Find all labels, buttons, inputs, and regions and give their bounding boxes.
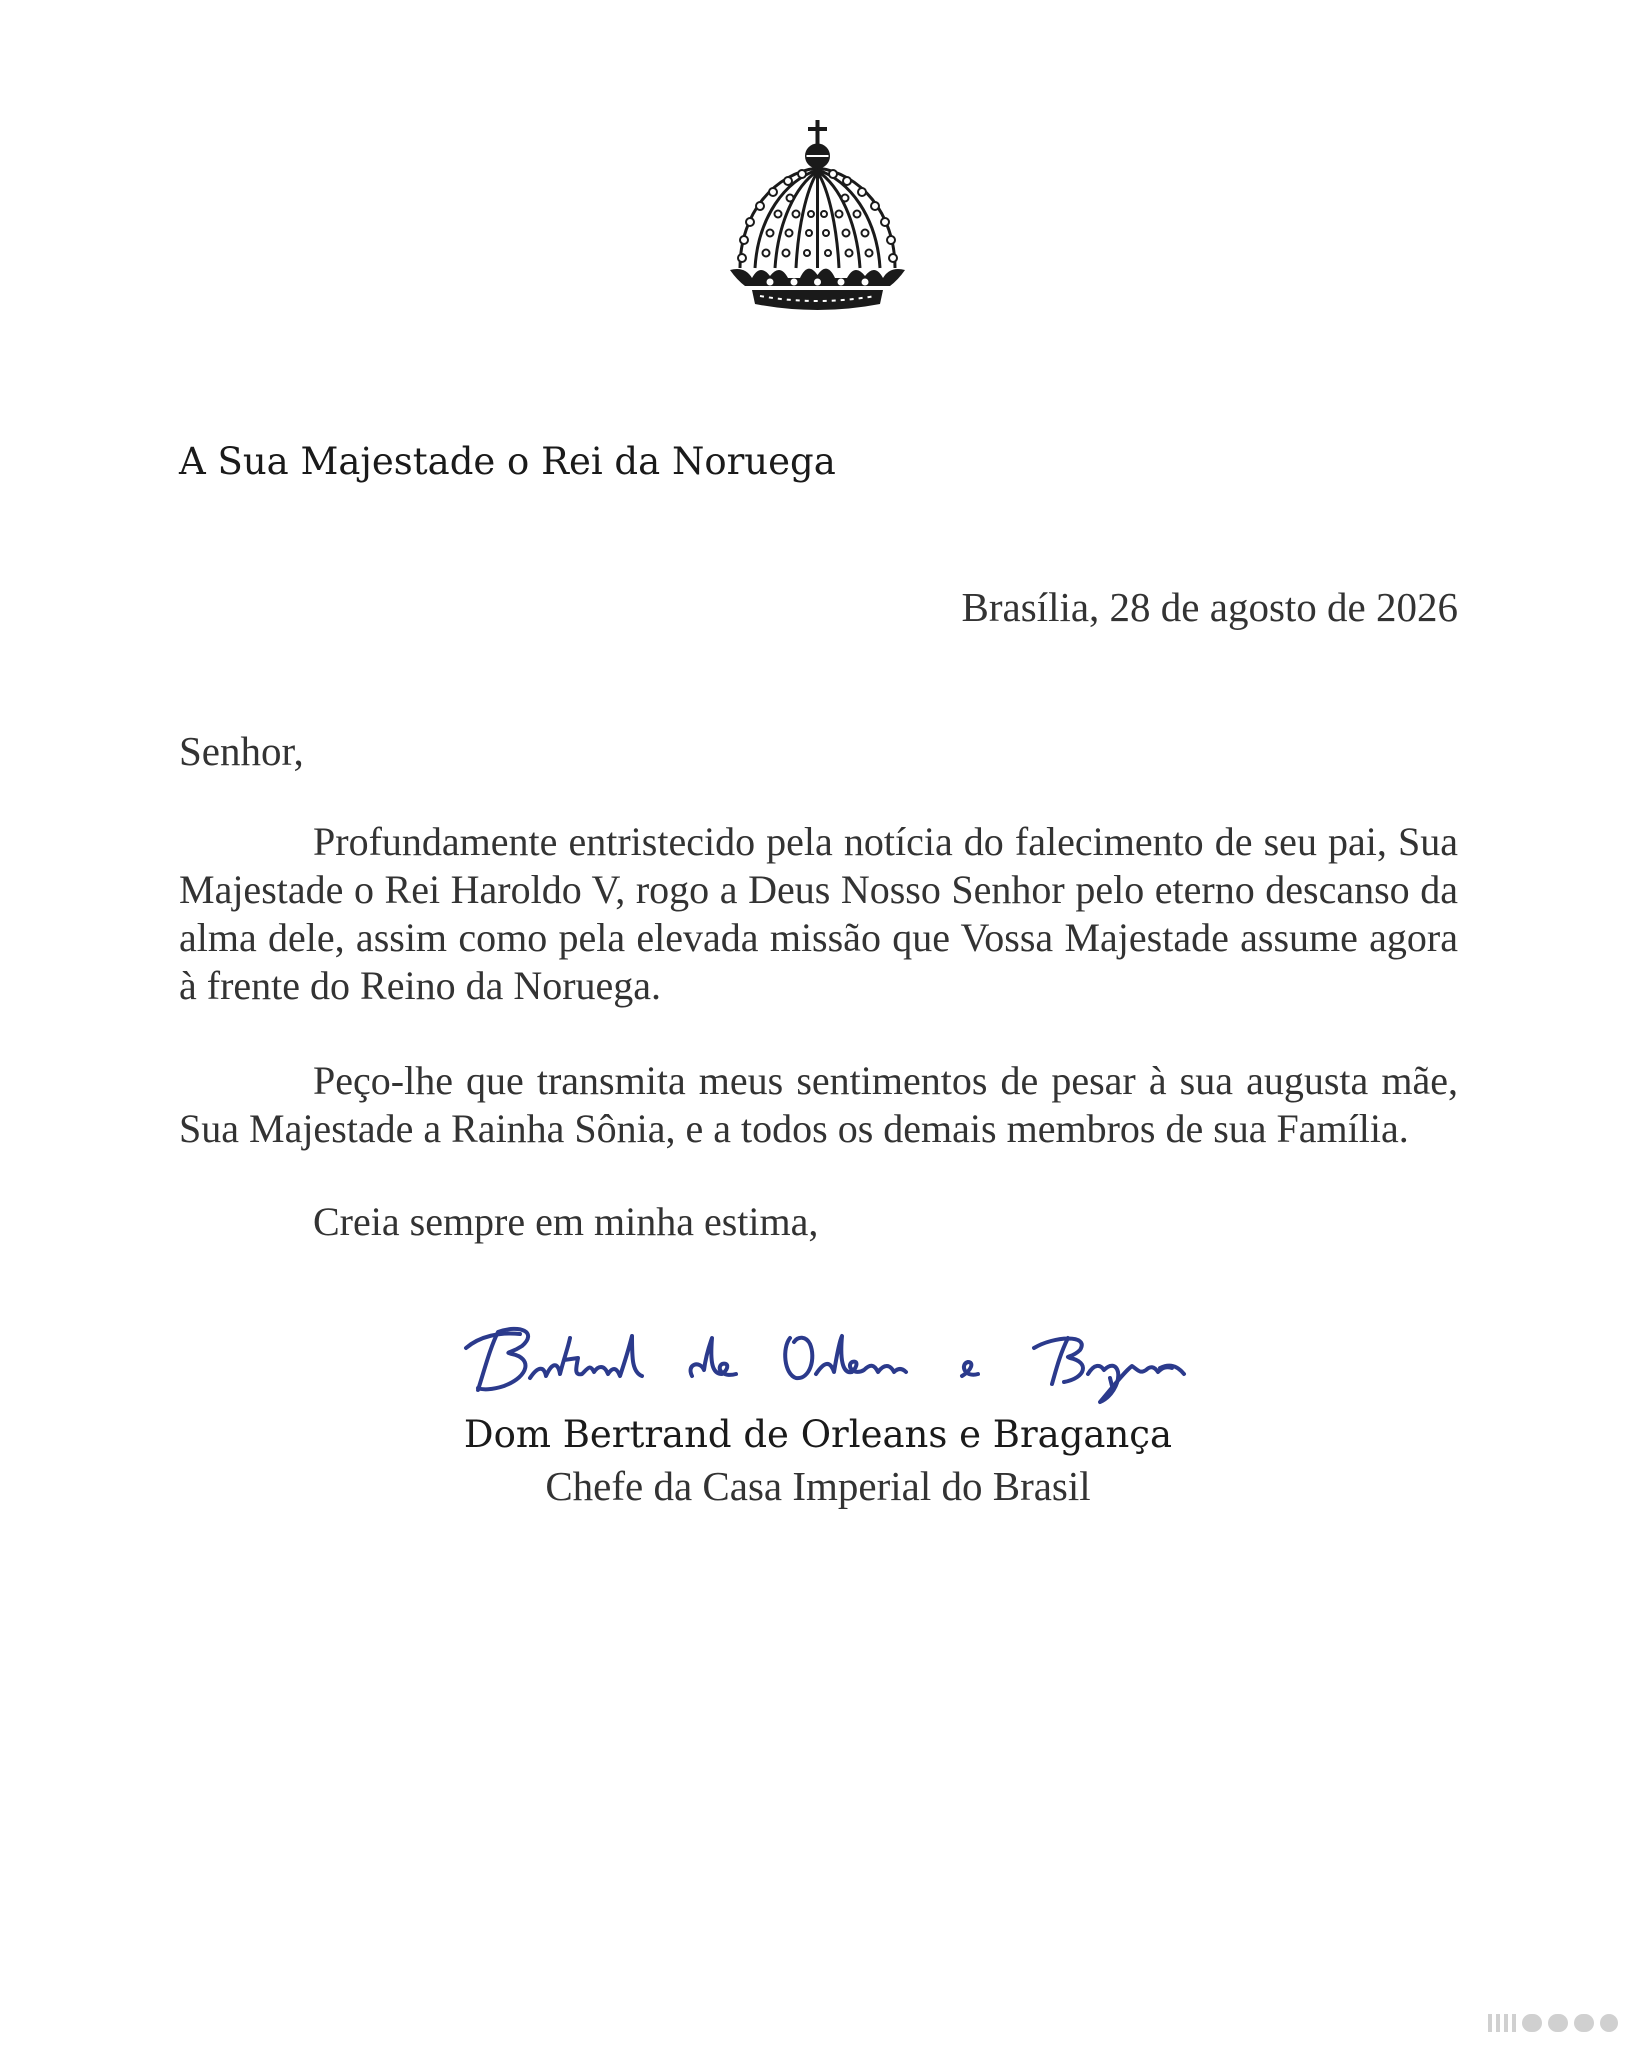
signer-name: Dom Bertrand de Orleans e Bragança [463,1413,1173,1456]
imperial-crown-icon [730,118,905,323]
watermark-mark [1488,2010,1618,2036]
signer-title: Chefe da Casa Imperial do Brasil [545,1463,1091,1509]
closing-line: Creia sempre em minha estima, [313,1199,819,1244]
salutation: Senhor, [179,728,304,774]
body-paragraph-2: Peço-lhe que transmita meus sentimentos de pesar à sua augusta mãe, Sua Majestade a Rainha Sônia, e a todos os demais membros de sua Família. [179,1058,1458,1151]
date-line: Brasília, 28 de agosto de 2026 [961,584,1458,630]
recipient-line: A Sua Majestade o Rei da Noruega [179,440,836,483]
body-paragraph-1: Profundamente entristecido pela notícia do falecimento de seu pai, Sua Majestade o Rei Haroldo V, rogo a Deus Nosso Senhor pelo eterno descanso da alma dele, assim como pela elevada missão que Vossa Majestade assume agora à frente do Reino da Noruega. [179,819,1458,1008]
handwritten-signature [460,1318,1190,1413]
